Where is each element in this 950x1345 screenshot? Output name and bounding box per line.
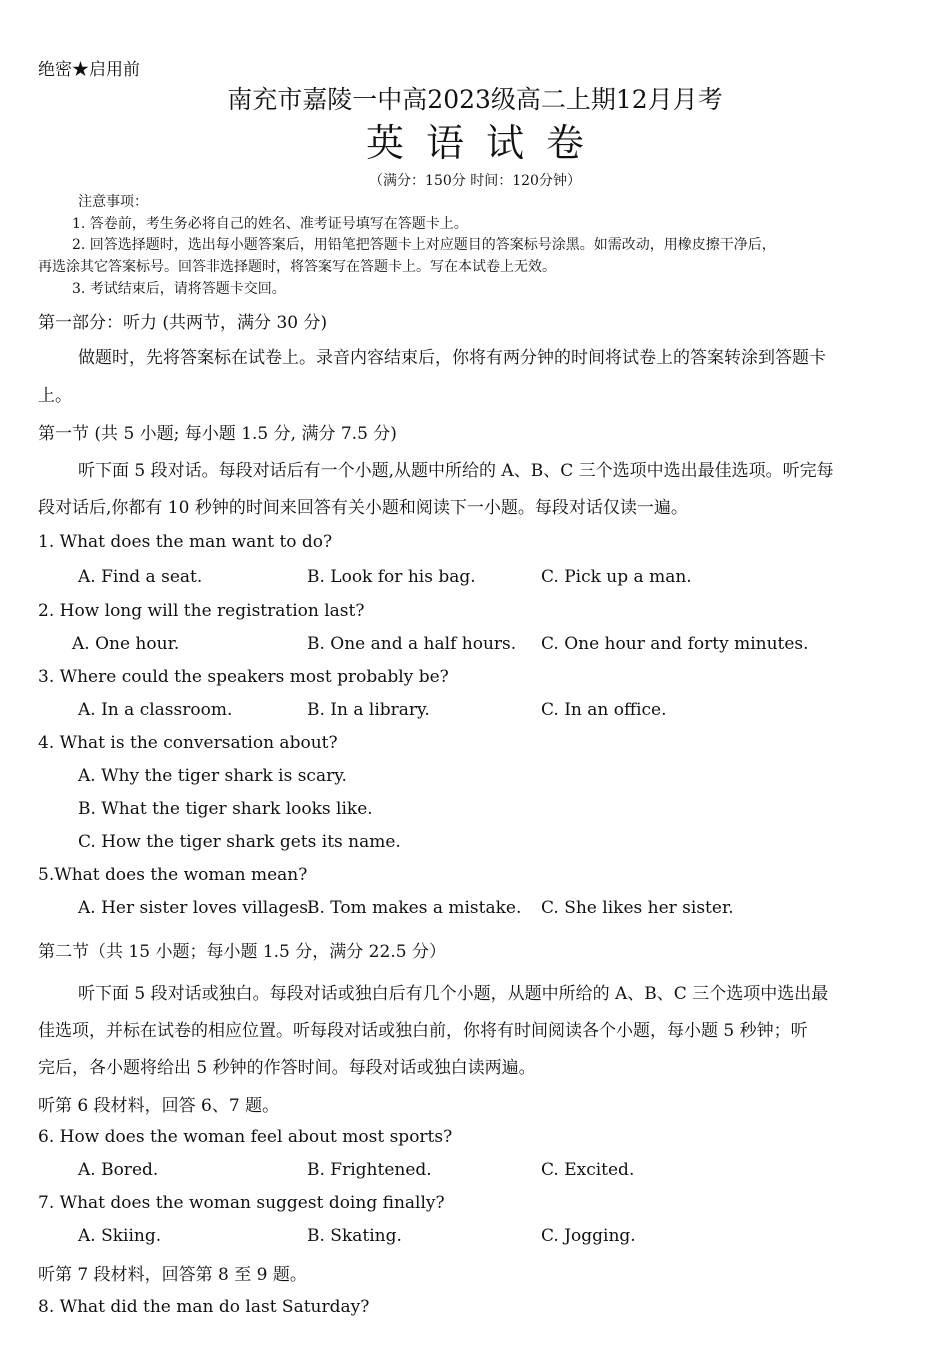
note-item: 1. 答卷前，考生务必将自己的姓名、准考证号填写在答题卡上。 xyxy=(72,216,468,232)
part1-intro: 上。 xyxy=(38,386,72,406)
option-b: B. Look for his bag. xyxy=(307,567,476,587)
option-a: A. Why the tiger shark is scary. xyxy=(78,766,347,786)
score-time: （满分：150分 时间：120分钟） xyxy=(369,173,581,189)
section2-intro: 听下面 5 段对话或独白。每段对话或独白后有几个小题，从题中所给的 A、B、C 三个选项中选出最 xyxy=(78,984,829,1004)
part1-intro: 做题时，先将答案标在试卷上。录音内容结束后，你将有两分钟的时间将试卷上的答案转涂到答题卡 xyxy=(78,348,826,368)
option-b: B. In a library. xyxy=(307,700,430,720)
option-a: A. Her sister loves villages. xyxy=(78,898,314,918)
option-b: B. Frightened. xyxy=(307,1160,432,1180)
secret-label: 绝密★启用前 xyxy=(38,60,140,80)
option-c: C. Jogging. xyxy=(541,1226,636,1246)
option-c: C. Pick up a man. xyxy=(541,567,692,587)
question: 7. What does the woman suggest doing finally? xyxy=(38,1193,445,1213)
school-title: 南充市嘉陵一中高2023级高二上期12月月考 xyxy=(227,85,723,114)
question: 6. How does the woman feel about most sports? xyxy=(38,1127,453,1147)
question: 1. What does the man want to do? xyxy=(38,532,333,552)
material-6-label: 听第 6 段材料，回答 6、7 题。 xyxy=(38,1096,280,1116)
material-7-label: 听第 7 段材料，回答第 8 至 9 题。 xyxy=(38,1265,307,1285)
section2-intro: 佳选项，并标在试卷的相应位置。听每段对话或独白前，你将有时间阅读各个小题，每小题 5 秒钟；听 xyxy=(38,1021,808,1041)
option-b: B. One and a half hours. xyxy=(307,634,517,654)
section2-intro: 完后，各小题将给出 5 秒钟的作答时间。每段对话或独白读两遍。 xyxy=(38,1058,536,1078)
section2-title: 第二节（共 15 小题；每小题 1.5 分，满分 22.5 分） xyxy=(38,942,446,962)
question: 2. How long will the registration last? xyxy=(38,601,365,621)
option-c: C. How the tiger shark gets its name. xyxy=(78,832,401,852)
option-b: B. Tom makes a mistake. xyxy=(307,898,522,918)
section1-title: 第一节 (共 5 小题; 每小题 1.5 分, 满分 7.5 分) xyxy=(38,424,397,444)
option-a: A. Skiing. xyxy=(78,1226,162,1246)
question: 5.What does the woman mean? xyxy=(38,865,308,885)
question: 8. What did the man do last Saturday? xyxy=(38,1297,370,1317)
option-c: C. One hour and forty minutes. xyxy=(541,634,809,654)
option-c: C. In an office. xyxy=(541,700,667,720)
part1-title: 第一部分：听力 (共两节，满分 30 分) xyxy=(38,313,328,333)
option-a: A. Bored. xyxy=(78,1160,159,1180)
notes-heading: 注意事项： xyxy=(78,194,148,210)
question: 3. Where could the speakers most probably be? xyxy=(38,667,449,687)
option-c: C. She likes her sister. xyxy=(541,898,734,918)
option-a: A. One hour. xyxy=(72,634,180,654)
note-item: 3. 考试结束后，请将答题卡交回。 xyxy=(72,281,286,297)
option-b: B. Skating. xyxy=(307,1226,402,1246)
question: 4. What is the conversation about? xyxy=(38,733,338,753)
section1-intro: 段对话后,你都有 10 秒钟的时间来回答有关小题和阅读下一小题。每段对话仅读一遍。 xyxy=(38,498,688,518)
option-c: C. Excited. xyxy=(541,1160,635,1180)
note-item: 再选涂其它答案标号。回答非选择题时，将答案写在答题卡上。写在本试卷上无效。 xyxy=(38,259,556,275)
subject-title: 英语试卷 xyxy=(365,121,606,165)
option-a: A. In a classroom. xyxy=(78,700,233,720)
option-a: A. Find a seat. xyxy=(78,567,203,587)
note-item: 2. 回答选择题时，选出每小题答案后，用铅笔把答题卡上对应题目的答案标号涂黑。如需改动，用橡皮擦干净后， xyxy=(72,237,776,253)
section1-intro: 听下面 5 段对话。每段对话后有一个小题,从题中所给的 A、B、C 三个选项中选出最佳选项。听完每 xyxy=(78,461,834,481)
option-b: B. What the tiger shark looks like. xyxy=(78,799,373,819)
